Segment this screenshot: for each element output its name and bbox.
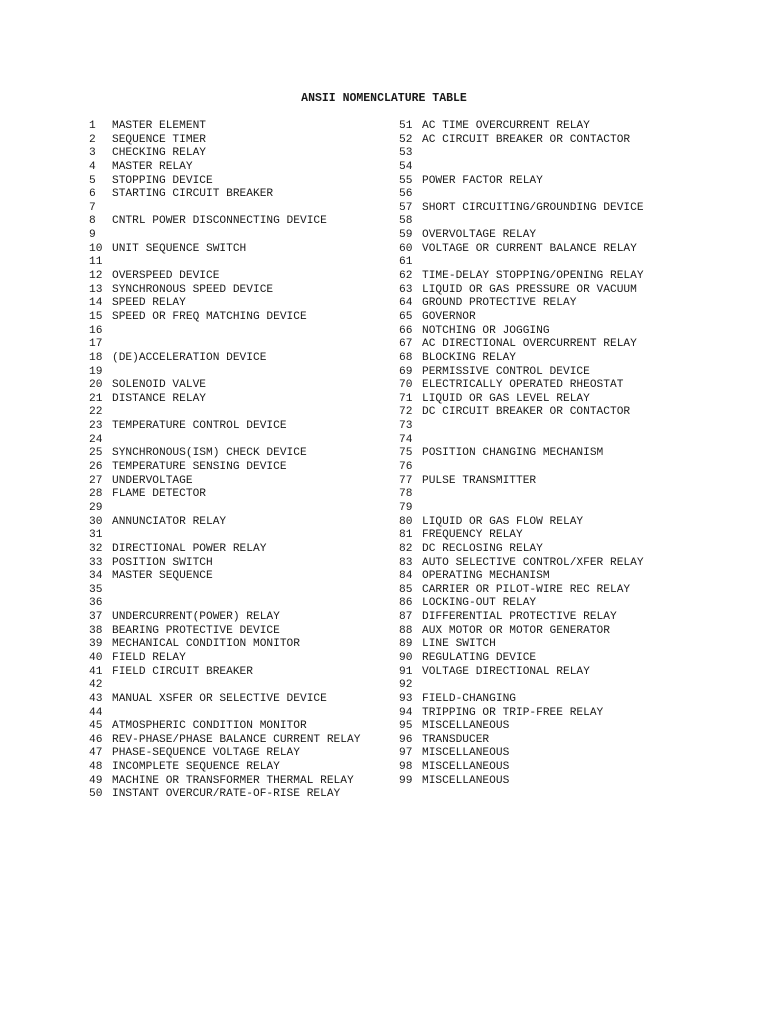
- device-number: 20: [89, 379, 103, 392]
- device-row: [399, 202, 644, 216]
- device-name: OVERVOLTAGE RELAY: [422, 229, 537, 242]
- device-row: [399, 475, 644, 489]
- device-row: [89, 788, 360, 802]
- device-name: PULSE TRANSMITTER: [422, 474, 537, 487]
- device-number: 3: [89, 147, 96, 160]
- device-number: 19: [89, 365, 103, 378]
- device-row: [399, 625, 644, 639]
- device-name: STOPPING DEVICE: [112, 174, 213, 187]
- device-name: BLOCKING RELAY: [422, 351, 516, 364]
- device-name: PERMISSIVE CONTROL DEVICE: [422, 365, 590, 378]
- device-number: 60: [399, 242, 413, 255]
- device-number: 15: [89, 310, 103, 323]
- device-row: [89, 325, 360, 339]
- device-number: 99: [399, 774, 413, 787]
- device-name: CNTRL POWER DISCONNECTING DEVICE: [112, 215, 327, 228]
- device-number: 11: [89, 256, 103, 269]
- device-number: 38: [89, 624, 103, 637]
- device-name: VOLTAGE OR CURRENT BALANCE RELAY: [422, 242, 637, 255]
- device-name: FIELD-CHANGING: [422, 692, 516, 705]
- device-row: [399, 775, 644, 789]
- device-number: 49: [89, 774, 103, 787]
- device-number: 36: [89, 597, 103, 610]
- device-number: 65: [399, 310, 413, 323]
- device-name: BEARING PROTECTIVE DEVICE: [112, 624, 280, 637]
- device-number: 31: [89, 529, 103, 542]
- device-row: [399, 652, 644, 666]
- device-name: AC CIRCUIT BREAKER OR CONTACTOR: [422, 133, 631, 146]
- device-row: [89, 625, 360, 639]
- device-number: 62: [399, 270, 413, 283]
- device-name: MASTER ELEMENT: [112, 120, 206, 132]
- device-row: [399, 597, 644, 611]
- device-number: 5: [89, 174, 96, 187]
- device-number: 26: [89, 461, 103, 474]
- device-name: NOTCHING OR JOGGING: [422, 324, 550, 337]
- device-name: AUTO SELECTIVE CONTROL/XFER RELAY: [422, 556, 644, 569]
- device-row: [89, 666, 360, 680]
- device-name: ATMOSPHERIC CONDITION MONITOR: [112, 720, 307, 733]
- device-number: 6: [89, 188, 96, 201]
- device-name: SHORT CIRCUITING/GROUNDING DEVICE: [422, 201, 644, 214]
- device-name: TRIPPING OR TRIP-FREE RELAY: [422, 706, 604, 719]
- device-row: [399, 679, 644, 693]
- device-number: 35: [89, 583, 103, 596]
- device-number: 13: [89, 283, 103, 296]
- device-row: [89, 175, 360, 189]
- device-row: [399, 529, 644, 543]
- device-row: [89, 366, 360, 380]
- device-number: 84: [399, 570, 413, 583]
- device-name: TEMPERATURE CONTROL DEVICE: [112, 420, 287, 433]
- device-number: 59: [399, 229, 413, 242]
- device-row: [89, 652, 360, 666]
- device-list-right: [399, 120, 644, 788]
- device-row: [399, 188, 644, 202]
- device-number: 56: [399, 188, 413, 201]
- device-name: DC CIRCUIT BREAKER OR CONTACTOR: [422, 406, 631, 419]
- device-row: [89, 338, 360, 352]
- device-name: INCOMPLETE SEQUENCE RELAY: [112, 761, 280, 774]
- device-name: GOVERNOR: [422, 310, 476, 323]
- device-row: [399, 638, 644, 652]
- device-name: CARRIER OR PILOT-WIRE REC RELAY: [422, 583, 631, 596]
- device-number: 75: [399, 447, 413, 460]
- device-row: [399, 611, 644, 625]
- device-name: MECHANICAL CONDITION MONITOR: [112, 638, 300, 651]
- device-row: [89, 134, 360, 148]
- device-number: 30: [89, 515, 103, 528]
- device-row: [399, 270, 644, 284]
- device-name: OPERATING MECHANISM: [422, 570, 550, 583]
- device-name: CHECKING RELAY: [112, 147, 206, 160]
- device-row: [89, 393, 360, 407]
- device-name: PHASE-SEQUENCE VOLTAGE RELAY: [112, 747, 300, 760]
- device-name: UNDERCURRENT(POWER) RELAY: [112, 611, 280, 624]
- device-row: [89, 543, 360, 557]
- device-number: 44: [89, 706, 103, 719]
- device-number: 72: [399, 406, 413, 419]
- device-row: [89, 502, 360, 516]
- device-row: [399, 461, 644, 475]
- device-row: [89, 256, 360, 270]
- device-row: [399, 256, 644, 270]
- device-number: 29: [89, 501, 103, 514]
- device-row: [399, 693, 644, 707]
- device-row: [399, 720, 644, 734]
- device-number: 98: [399, 761, 413, 774]
- device-row: [399, 352, 644, 366]
- device-number: 89: [399, 638, 413, 651]
- device-name: MISCELLANEOUS: [422, 761, 510, 774]
- device-number: 80: [399, 515, 413, 528]
- device-number: 9: [89, 229, 96, 242]
- device-row: [89, 420, 360, 434]
- device-name: LIQUID OR GAS FLOW RELAY: [422, 515, 584, 528]
- device-number: 51: [399, 120, 413, 132]
- device-number: 50: [89, 788, 103, 801]
- device-row: [89, 597, 360, 611]
- device-row: [399, 175, 644, 189]
- device-name: OVERSPEED DEVICE: [112, 270, 220, 283]
- device-row: [399, 488, 644, 502]
- device-number: 63: [399, 283, 413, 296]
- device-name: TEMPERATURE SENSING DEVICE: [112, 461, 287, 474]
- device-number: 83: [399, 556, 413, 569]
- device-name: STARTING CIRCUIT BREAKER: [112, 188, 274, 201]
- device-name: LOCKING-OUT RELAY: [422, 597, 537, 610]
- device-number: 23: [89, 420, 103, 433]
- device-row: [399, 570, 644, 584]
- device-name: POSITION CHANGING MECHANISM: [422, 447, 604, 460]
- device-row: [89, 215, 360, 229]
- device-number: 96: [399, 733, 413, 746]
- device-row: [89, 379, 360, 393]
- device-row: [399, 447, 644, 461]
- device-row: [399, 393, 644, 407]
- device-number: 41: [89, 665, 103, 678]
- device-name: DC RECLOSING RELAY: [422, 542, 543, 555]
- device-row: [399, 325, 644, 339]
- device-name: MASTER RELAY: [112, 160, 193, 173]
- device-number: 7: [89, 201, 96, 214]
- device-row: [89, 557, 360, 571]
- device-number: 43: [89, 692, 103, 705]
- device-name: SYNCHRONOUS(ISM) CHECK DEVICE: [112, 447, 307, 460]
- device-number: 91: [399, 665, 413, 678]
- device-number: 69: [399, 365, 413, 378]
- device-name: POWER FACTOR RELAY: [422, 174, 543, 187]
- device-row: [89, 707, 360, 721]
- device-number: 70: [399, 379, 413, 392]
- device-number: 73: [399, 420, 413, 433]
- device-row: [89, 120, 360, 134]
- device-row: [399, 557, 644, 571]
- device-name: DISTANCE RELAY: [112, 392, 206, 405]
- device-number: 12: [89, 270, 103, 283]
- device-number: 76: [399, 461, 413, 474]
- device-name: AC TIME OVERCURRENT RELAY: [422, 120, 590, 132]
- device-row: [399, 120, 644, 134]
- device-name: DIRECTIONAL POWER RELAY: [112, 542, 267, 555]
- device-name: MISCELLANEOUS: [422, 747, 510, 760]
- device-row: [399, 229, 644, 243]
- device-number: 24: [89, 433, 103, 446]
- device-row: [89, 229, 360, 243]
- device-name: FLAME DETECTOR: [112, 488, 206, 501]
- device-row: [89, 720, 360, 734]
- page-title: ANSII NOMENCLATURE TABLE: [301, 92, 467, 105]
- device-row: [89, 611, 360, 625]
- device-row: [399, 584, 644, 598]
- device-row: [89, 461, 360, 475]
- device-number: 1: [89, 120, 96, 132]
- device-name: MANUAL XSFER OR SELECTIVE DEVICE: [112, 692, 327, 705]
- device-row: [89, 297, 360, 311]
- device-row: [89, 679, 360, 693]
- device-row: [89, 434, 360, 448]
- device-row: [399, 543, 644, 557]
- device-number: 42: [89, 679, 103, 692]
- device-number: 57: [399, 201, 413, 214]
- device-row: [89, 161, 360, 175]
- device-row: [399, 311, 644, 325]
- device-number: 78: [399, 488, 413, 501]
- device-number: 32: [89, 542, 103, 555]
- device-number: 86: [399, 597, 413, 610]
- device-row: [89, 202, 360, 216]
- device-row: [399, 406, 644, 420]
- device-number: 40: [89, 651, 103, 664]
- device-number: 61: [399, 256, 413, 269]
- device-name: ELECTRICALLY OPERATED RHEOSTAT: [422, 379, 624, 392]
- device-name: VOLTAGE DIRECTIONAL RELAY: [422, 665, 590, 678]
- device-name: TRANSDUCER: [422, 733, 490, 746]
- device-row: [89, 529, 360, 543]
- device-name: UNIT SEQUENCE SWITCH: [112, 242, 247, 255]
- device-row: [399, 147, 644, 161]
- device-number: 10: [89, 242, 103, 255]
- device-number: 87: [399, 611, 413, 624]
- device-number: 39: [89, 638, 103, 651]
- device-number: 22: [89, 406, 103, 419]
- device-row: [89, 243, 360, 257]
- device-row: [399, 215, 644, 229]
- device-name: GROUND PROTECTIVE RELAY: [422, 297, 577, 310]
- device-row: [89, 488, 360, 502]
- device-row: [89, 775, 360, 789]
- device-row: [89, 284, 360, 298]
- device-number: 64: [399, 297, 413, 310]
- device-name: SPEED OR FREQ MATCHING DEVICE: [112, 310, 307, 323]
- device-name: FREQUENCY RELAY: [422, 529, 523, 542]
- device-name: UNDERVOLTAGE: [112, 474, 193, 487]
- device-name: SOLENOID VALVE: [112, 379, 206, 392]
- device-name: (DE)ACCELERATION DEVICE: [112, 351, 267, 364]
- device-name: SYNCHRONOUS SPEED DEVICE: [112, 283, 274, 296]
- device-number: 28: [89, 488, 103, 501]
- device-number: 4: [89, 160, 96, 173]
- device-name: ANNUNCIATOR RELAY: [112, 515, 227, 528]
- device-name: MASTER SEQUENCE: [112, 570, 213, 583]
- device-row: [399, 666, 644, 680]
- device-number: 67: [399, 338, 413, 351]
- device-row: [89, 475, 360, 489]
- device-row: [89, 147, 360, 161]
- device-number: 8: [89, 215, 96, 228]
- device-name: MISCELLANEOUS: [422, 720, 510, 733]
- device-number: 37: [89, 611, 103, 624]
- device-number: 79: [399, 501, 413, 514]
- device-name: LIQUID OR GAS PRESSURE OR VACUUM: [422, 283, 637, 296]
- device-number: 21: [89, 392, 103, 405]
- device-number: 93: [399, 692, 413, 705]
- device-name: MISCELLANEOUS: [422, 774, 510, 787]
- device-name: AUX MOTOR OR MOTOR GENERATOR: [422, 624, 610, 637]
- device-number: 47: [89, 747, 103, 760]
- device-name: INSTANT OVERCUR/RATE-OF-RISE RELAY: [112, 788, 341, 801]
- device-list-left: [89, 120, 360, 802]
- device-number: 16: [89, 324, 103, 337]
- device-number: 66: [399, 324, 413, 337]
- device-number: 17: [89, 338, 103, 351]
- device-row: [89, 570, 360, 584]
- device-row: [399, 284, 644, 298]
- device-row: [399, 502, 644, 516]
- device-number: 97: [399, 747, 413, 760]
- device-number: 68: [399, 351, 413, 364]
- device-row: [399, 734, 644, 748]
- device-row: [399, 761, 644, 775]
- device-number: 48: [89, 761, 103, 774]
- device-name: SEQUENCE TIMER: [112, 133, 206, 146]
- device-number: 85: [399, 583, 413, 596]
- device-number: 77: [399, 474, 413, 487]
- device-number: 95: [399, 720, 413, 733]
- device-number: 46: [89, 733, 103, 746]
- device-number: 74: [399, 433, 413, 446]
- device-number: 53: [399, 147, 413, 160]
- device-number: 88: [399, 624, 413, 637]
- device-number: 54: [399, 160, 413, 173]
- device-row: [399, 297, 644, 311]
- device-number: 92: [399, 679, 413, 692]
- device-name: REGULATING DEVICE: [422, 651, 537, 664]
- device-row: [89, 516, 360, 530]
- device-row: [89, 447, 360, 461]
- device-row: [399, 516, 644, 530]
- device-name: LIQUID OR GAS LEVEL RELAY: [422, 392, 590, 405]
- device-row: [399, 707, 644, 721]
- device-number: 81: [399, 529, 413, 542]
- device-row: [89, 747, 360, 761]
- device-row: [89, 734, 360, 748]
- device-number: 82: [399, 542, 413, 555]
- device-name: MACHINE OR TRANSFORMER THERMAL RELAY: [112, 774, 354, 787]
- device-number: 34: [89, 570, 103, 583]
- device-name: TIME-DELAY STOPPING/OPENING RELAY: [422, 270, 644, 283]
- device-row: [399, 747, 644, 761]
- device-number: 90: [399, 651, 413, 664]
- device-name: AC DIRECTIONAL OVERCURRENT RELAY: [422, 338, 637, 351]
- device-row: [399, 243, 644, 257]
- device-row: [89, 693, 360, 707]
- device-row: [399, 161, 644, 175]
- device-row: [399, 434, 644, 448]
- device-row: [89, 638, 360, 652]
- device-number: 71: [399, 392, 413, 405]
- device-name: DIFFERENTIAL PROTECTIVE RELAY: [422, 611, 617, 624]
- device-row: [89, 584, 360, 598]
- device-number: 2: [89, 133, 96, 146]
- device-row: [399, 338, 644, 352]
- device-number: 52: [399, 133, 413, 146]
- device-row: [399, 366, 644, 380]
- device-name: SPEED RELAY: [112, 297, 186, 310]
- device-row: [89, 352, 360, 366]
- device-row: [89, 311, 360, 325]
- device-row: [399, 379, 644, 393]
- device-row: [89, 761, 360, 775]
- device-number: 94: [399, 706, 413, 719]
- device-name: POSITION SWITCH: [112, 556, 213, 569]
- device-row: [399, 134, 644, 148]
- device-name: FIELD RELAY: [112, 651, 186, 664]
- device-name: LINE SWITCH: [422, 638, 496, 651]
- device-row: [399, 420, 644, 434]
- device-number: 27: [89, 474, 103, 487]
- device-number: 58: [399, 215, 413, 228]
- device-row: [89, 270, 360, 284]
- device-number: 33: [89, 556, 103, 569]
- device-number: 55: [399, 174, 413, 187]
- device-row: [89, 406, 360, 420]
- device-row: [89, 188, 360, 202]
- device-name: REV-PHASE/PHASE BALANCE CURRENT RELAY: [112, 733, 361, 746]
- device-number: 45: [89, 720, 103, 733]
- device-number: 18: [89, 351, 103, 364]
- device-number: 25: [89, 447, 103, 460]
- device-number: 14: [89, 297, 103, 310]
- device-name: FIELD CIRCUIT BREAKER: [112, 665, 253, 678]
